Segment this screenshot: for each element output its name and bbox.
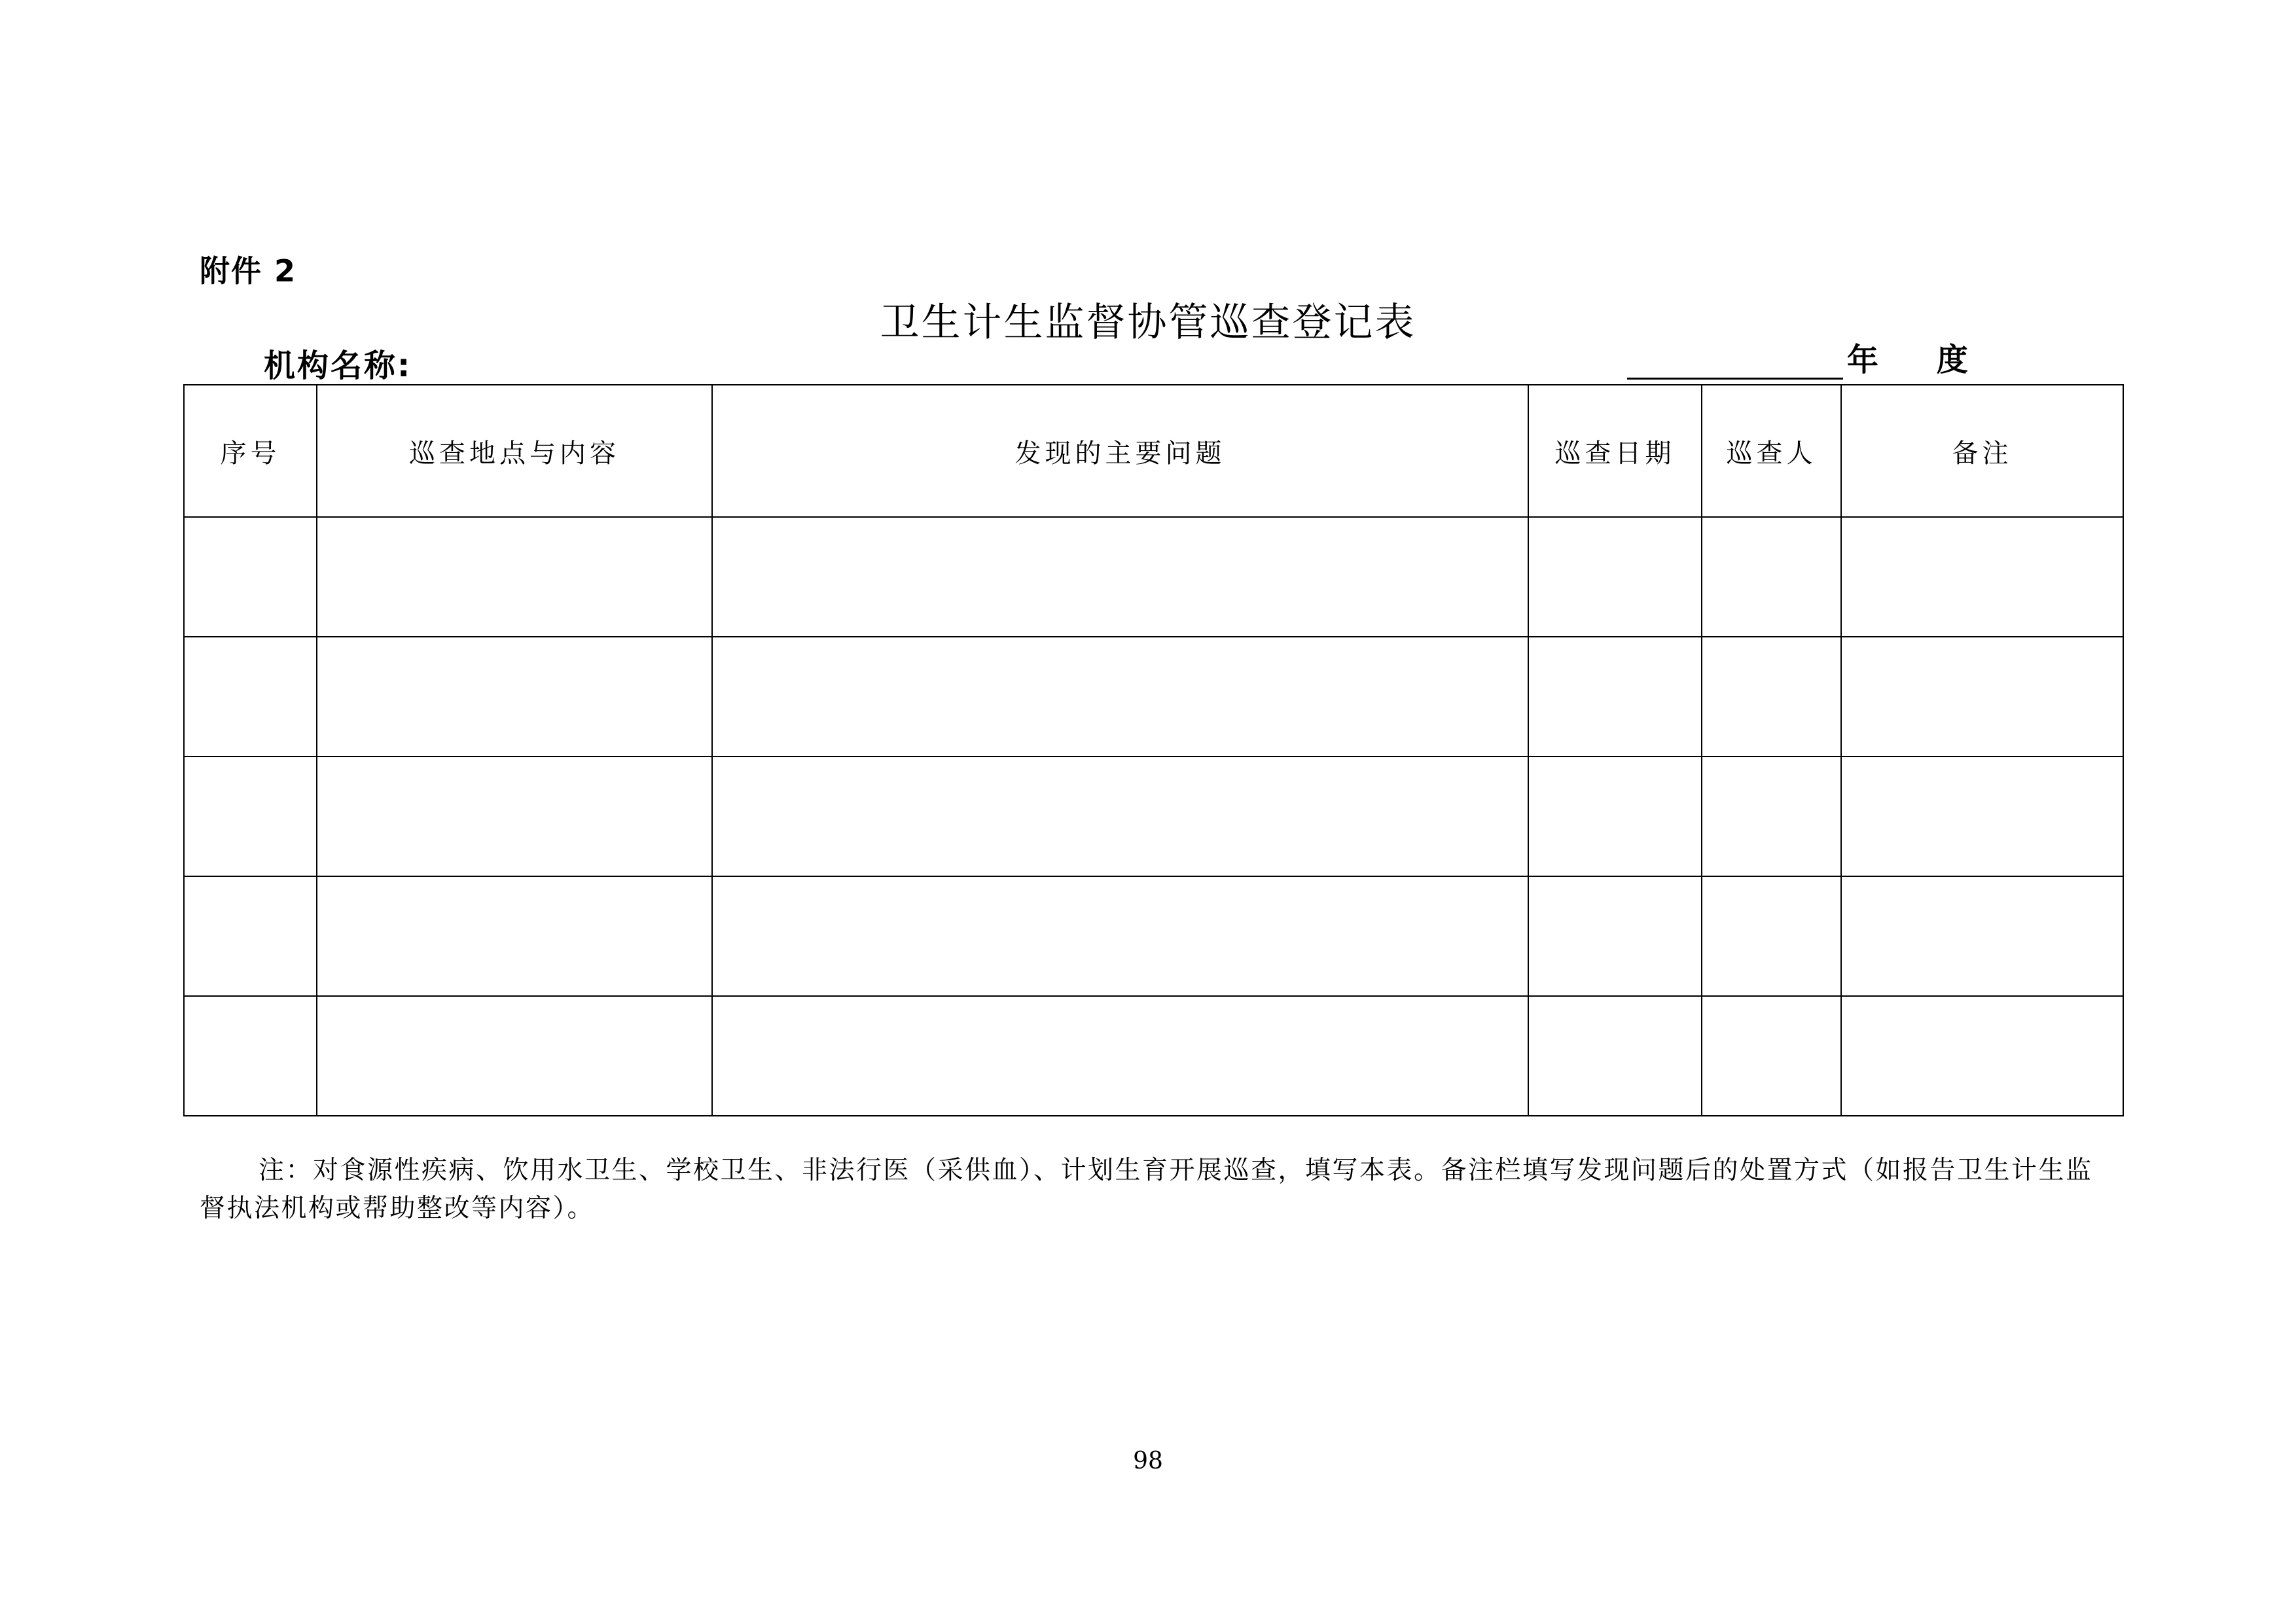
page-title: 卫生计生监督协管巡查登记表 xyxy=(880,300,1416,346)
table-cell xyxy=(1841,637,2123,757)
table-cell xyxy=(1528,996,1702,1116)
table-cell xyxy=(712,517,1528,637)
col-header-patrol-date: 巡查日期 xyxy=(1528,385,1702,517)
table-cell xyxy=(712,996,1528,1116)
table-cell xyxy=(317,757,712,876)
table-cell xyxy=(1841,757,2123,876)
table-cell xyxy=(1528,517,1702,637)
table-cell xyxy=(184,517,317,637)
table-cell xyxy=(317,876,712,996)
table-cell xyxy=(1702,757,1841,876)
table-cell xyxy=(1528,637,1702,757)
table-row xyxy=(184,996,2123,1116)
col-header-remarks: 备注 xyxy=(1841,385,2123,517)
table-row xyxy=(184,757,2123,876)
patrol-register-table xyxy=(183,384,2124,1116)
table-row xyxy=(184,637,2123,757)
footnote: 注：对食源性疾病、饮用水卫生、学校卫生、非法行医（采供血）、计划生育开展巡查，填写本表。备注栏填写发现问题后的处置方式（如报告卫生计生监督执法机构或帮助整改等内容）。 xyxy=(200,1156,2093,1223)
table-cell xyxy=(1841,996,2123,1116)
table-cell xyxy=(712,876,1528,996)
table-cell xyxy=(1702,517,1841,637)
col-header-serial: 序号 xyxy=(184,385,317,517)
table-cell xyxy=(1702,876,1841,996)
table-cell xyxy=(1528,876,1702,996)
table-cell xyxy=(712,637,1528,757)
table-row xyxy=(184,517,2123,637)
table-cell xyxy=(1702,637,1841,757)
table-cell xyxy=(317,996,712,1116)
table-cell xyxy=(184,876,317,996)
table-cell xyxy=(184,637,317,757)
attachment-label: 附件 2 xyxy=(200,253,297,289)
table-cell xyxy=(184,996,317,1116)
table-cell xyxy=(317,517,712,637)
table-cell xyxy=(1702,996,1841,1116)
table-row xyxy=(184,876,2123,996)
page-number: 98 xyxy=(1133,1448,1163,1474)
year-field xyxy=(1627,340,1992,380)
table-cell xyxy=(1841,876,2123,996)
table-header-row xyxy=(184,385,2123,517)
table-cell xyxy=(1841,517,2123,637)
table-cell xyxy=(712,757,1528,876)
col-header-location-content: 巡查地点与内容 xyxy=(317,385,712,517)
table-cell xyxy=(184,757,317,876)
table-cell xyxy=(317,637,712,757)
col-header-inspector: 巡查人 xyxy=(1702,385,1841,517)
table-cell xyxy=(1528,757,1702,876)
col-header-main-issues: 发现的主要问题 xyxy=(712,385,1528,517)
year-blank-line xyxy=(1627,341,1843,380)
year-label: 年 度 xyxy=(1847,342,1992,378)
org-name-label: 机构名称: xyxy=(264,348,412,384)
